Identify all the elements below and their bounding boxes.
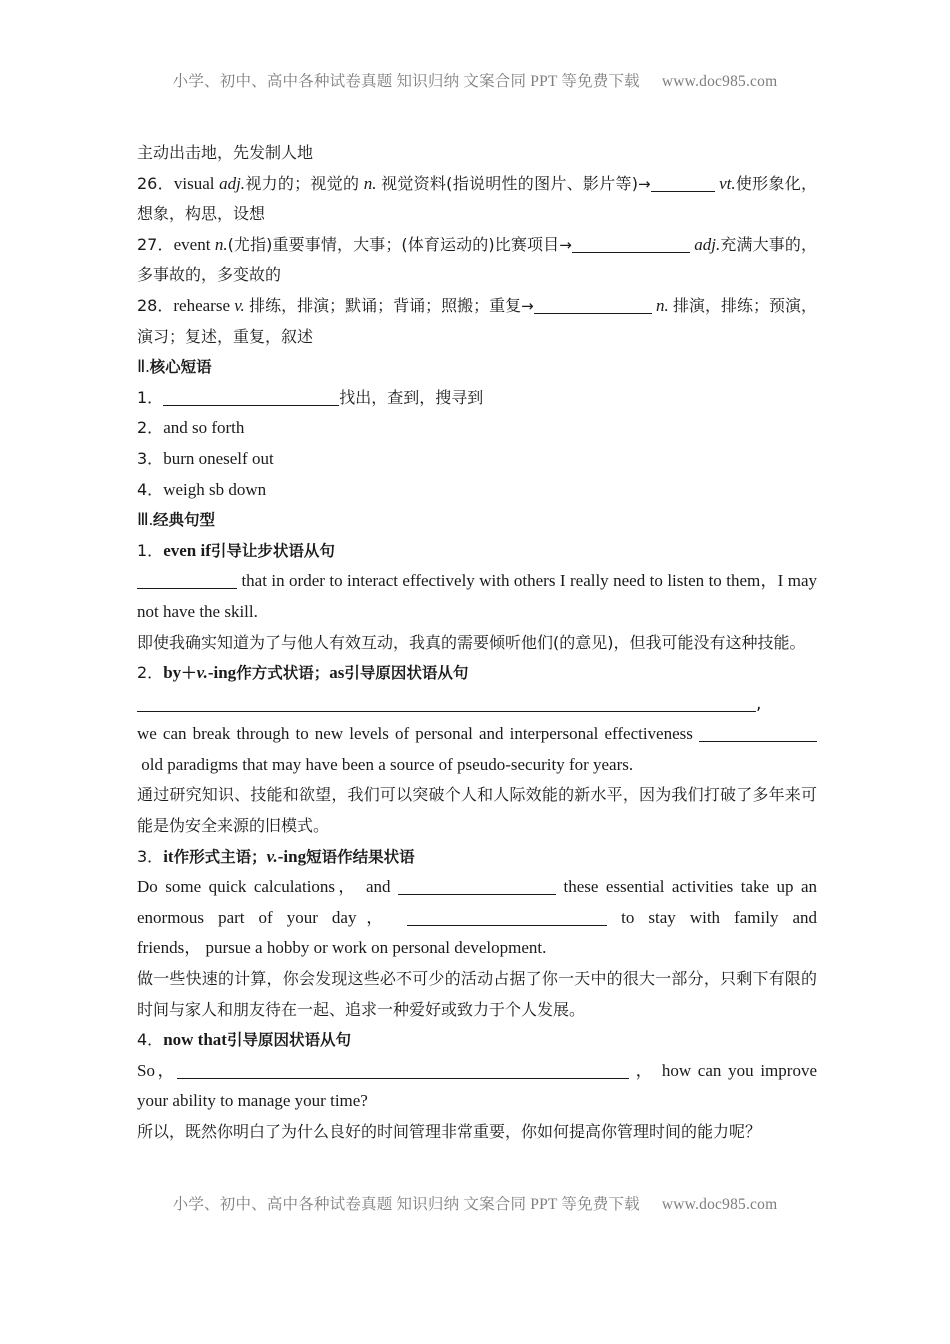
phrase-text: burn oneself out [163,448,274,468]
pattern-keyword-a: it [163,846,174,866]
phrase-gloss: 找出，查到，搜寻到 [339,387,484,407]
pattern-translation-1: 即使我确实知道为了与他人有效互动，我真的需要倾听他们(的意见)，但我可能没有这种技能。 [137,632,806,652]
pattern-keyword-b: -ing [207,663,237,683]
pattern-sentence-2-line1 [137,689,817,720]
pattern-blank-3b[interactable] [407,911,607,926]
pattern-sentence-tail: old paradigms that may have been a source of pseudo-security for years. [141,754,634,774]
pattern-number: 1． [137,540,164,560]
pattern-keyword-italic: v. [266,846,278,866]
pattern-comma: ， [635,1060,656,1081]
pattern-sentence-part4: to stay with family and friends [137,907,818,958]
vocab-derived-pos: adj. [694,234,721,254]
vocab-number: 27． [137,234,174,254]
phrase-text: weigh sb down [163,479,267,499]
derivation-arrow-icon: → [637,174,651,193]
vocab-number: 26． [137,173,174,193]
phrase-item-3 [137,444,817,475]
pattern-sentence-part1: Do some quick calculations [137,877,336,897]
pattern-plus-sign: ＋ [181,664,197,683]
pattern-translation-4: 所以，既然你明白了为什么良好的时间管理非常重要，你如何提高你管理时间的能力呢？ [137,1122,762,1141]
pattern-comma: ， [154,1060,177,1081]
phrase-number: 1． [137,387,164,407]
pattern-description: 引导让步状语从句 [210,541,335,560]
vocab-gloss-1: (尤指)重要事情，大事；(体育运动的)比赛项目 [227,234,560,254]
pattern-number: 2． [137,663,164,683]
pattern-comma: ， [760,571,778,592]
vocab-pos-1: v. [234,295,245,315]
pattern-description-b: 短语作结果状语 [306,847,415,866]
vocab-derived-gloss: 使形象化，想象，构思，设想 [137,173,818,224]
pattern-sentence-text: we can break through to new levels of personal and interpersonal effectiveness [137,724,693,744]
pattern-heading-1 [137,536,817,567]
pattern-keyword-b: -ing [277,846,307,866]
running-header [0,69,950,91]
pattern-comma: ， [184,938,202,959]
pattern-keyword-c: as [329,663,345,683]
pattern-sentence-text: that in order to interact effectively with others I really need to listen to them [241,571,761,591]
pattern-description-a: 作形式主语； [173,847,267,866]
pattern-comma: ， [356,907,394,928]
phrase-text: and so forth [163,418,245,438]
vocab-gloss-1: 排练，排演；默诵；背诵；照搬；重复 [249,295,522,315]
document-body [137,138,817,1148]
pattern-comma: ， [335,877,359,898]
phrase-item-4 [137,475,817,506]
pattern-description-a: 作方式状语； [236,664,330,683]
vocab-entry-26 [137,169,817,230]
pattern-description-b: 引导原因状语从句 [344,664,469,683]
pattern-blank-2b[interactable] [699,727,817,742]
vocab-derived-gloss: 充满大事的，多事故的，多变故的 [137,234,817,285]
running-footer-url: www.doc985.com [661,1196,778,1213]
section-title: 核心短语 [149,358,212,377]
phrase-number: 4． [137,479,164,499]
vocab-entry-27 [137,230,817,291]
pattern-sentence-part3: these essential activities take up an enormous part of your day [137,877,818,927]
pattern-sentence-part1: So [137,1060,155,1080]
derivation-arrow-icon: → [559,235,572,254]
vocab-derived-gloss: 排演，排练；预演，演习；复述，重复，叙述 [137,295,818,346]
vocab-entry-28 [137,291,817,352]
pattern-keyword-a: by [163,663,182,683]
section-title: 经典句型 [152,511,215,530]
vocab-blank-28[interactable] [534,299,652,314]
section-dot: . [145,357,150,377]
pattern-sentence-2-line2 [137,719,817,780]
section-numeral: Ⅲ [137,510,149,530]
pattern-translation-2: 通过研究知识、技能和欲望，我们可以突破个人和人际效能的新水平，因为我们打破了多年来可能是伪安全来源的旧模式。 [137,785,817,836]
vocab-derived-pos: n. [655,295,669,315]
pattern-sentence-tail: I may not have the skill. [137,571,818,621]
pattern-heading-4 [137,1025,817,1056]
phrase-item-2 [137,413,817,444]
pattern-blank-3a[interactable] [398,880,556,895]
pattern-heading-3 [137,842,817,873]
vocab-word: rehearse [173,295,230,315]
vocab-word: visual [173,173,215,193]
pattern-sentence-3 [137,872,817,964]
vocab-pos-1: adj. [219,173,246,193]
vocab-number: 28． [137,295,174,315]
vocab-gloss-1: 视力的；视觉的 [245,173,360,193]
running-header-text: 小学、初中、高中各种试卷真题 知识归纳 文案合同 PPT 等免费下载 [172,73,640,90]
phrase-blank-1[interactable] [163,391,339,406]
phrase-item-1 [137,383,817,414]
vocab-pos-1: n. [214,234,228,254]
pattern-keyword-italic: v. [196,663,208,683]
phrase-number: 3． [137,448,164,468]
pattern-blank-4[interactable] [177,1064,629,1079]
pattern-keyword: even if [163,540,211,560]
vocab-gloss-2: 视觉资料(指说明性的图片、影片等) [381,173,638,193]
pattern-keyword: now that [163,1030,227,1050]
running-header-url: www.doc985.com [661,73,778,90]
derivation-arrow-icon: → [521,296,534,315]
section-numeral: Ⅱ [137,357,146,377]
vocab-word: event [173,234,211,254]
pattern-heading-2 [137,658,817,689]
pattern-sentence-4 [137,1056,817,1117]
pattern-translation-3: 做一些快速的计算，你会发现这些必不可少的活动占据了你一天中的很大一部分，只剩下有限的时间与家人和朋友待在一起、追求一种爱好或致力于个人发展。 [137,969,817,1019]
vocab-blank-27[interactable] [572,238,690,253]
section-heading-patterns [137,505,817,536]
pattern-sentence-part5: pursue a hobby or work on personal development. [205,938,547,958]
pattern-blank-2a[interactable] [137,697,756,712]
section-dot: . [148,510,153,530]
vocab-pos-2: n. [363,173,377,193]
running-footer-text: 小学、初中、高中各种试卷真题 知识归纳 文案合同 PPT 等免费下载 [172,1196,640,1213]
section-heading-phrases [137,352,817,383]
phrase-number: 2． [137,418,164,438]
pattern-number: 3． [137,846,164,866]
vocab-derived-pos: vt. [719,173,736,193]
pattern-sentence-tail: how can you improve your ability to manage your time? [137,1060,817,1111]
pattern-sentence-part2: and [365,877,391,897]
running-footer [0,1192,950,1214]
vocab-blank-26[interactable] [651,177,715,192]
pattern-description: 引导原因状语从句 [226,1031,351,1050]
pattern-blank-1[interactable] [137,574,237,589]
pattern-number: 4． [137,1030,164,1050]
pattern-comma: , [756,693,762,714]
continuation-line: 主动出击地，先发制人地 [137,143,314,162]
pattern-sentence-1 [137,566,817,627]
